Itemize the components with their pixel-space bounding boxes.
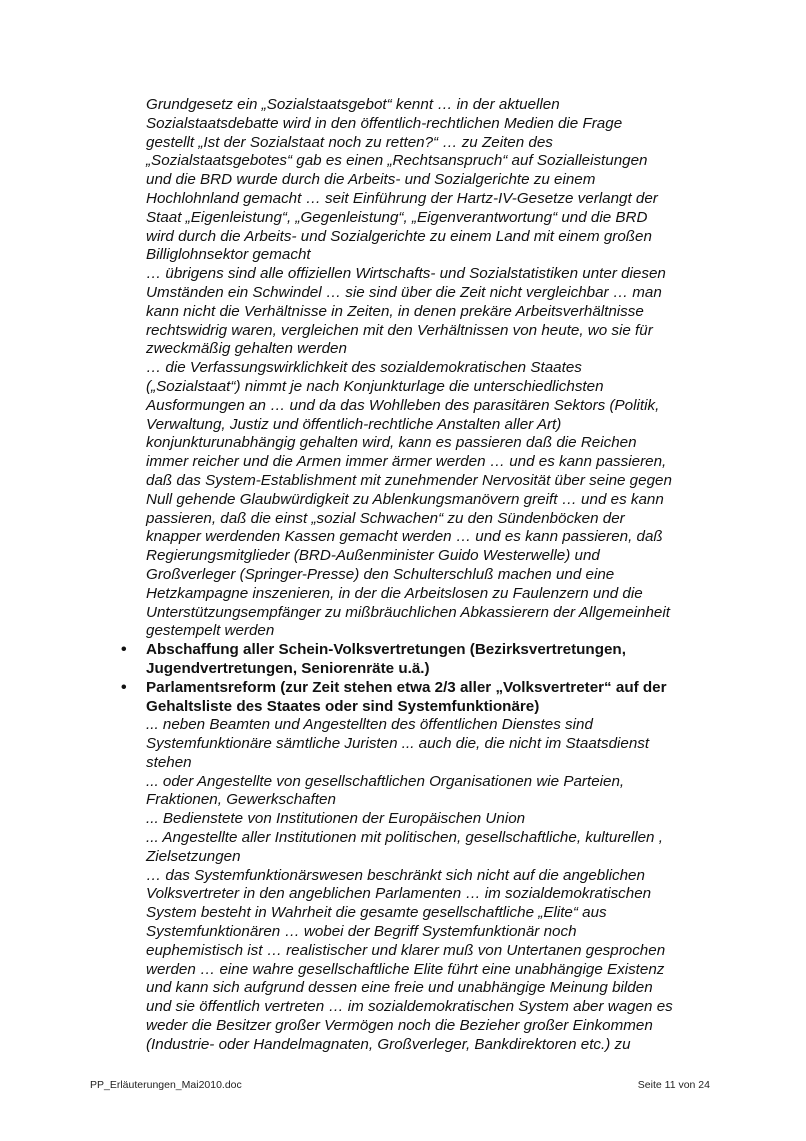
- text-line: gestempelt werden: [146, 622, 275, 640]
- text-line: Billiglohnsektor gemacht: [146, 246, 311, 264]
- text-line: („Sozialstaat“) nimmt je nach Konjunkturlage die unterschiedlichsten: [146, 377, 604, 395]
- text-line: … übrigens sind alle offiziellen Wirtschafts- und Sozialstatistiken unter diesen: [146, 265, 666, 283]
- paragraph-verfassungswirklichkeit: [146, 359, 726, 641]
- text-line: ... Angestellte aller Institutionen mit politischen, gesellschaftliche, kulturellen ,: [146, 829, 663, 847]
- text-line: Gehaltsliste des Staates oder sind Systemfunktionäre): [146, 697, 540, 715]
- text-line: Abschaffung aller Schein-Volksvertretungen (Bezirksvertretungen,: [146, 641, 626, 659]
- bullet-icon: •: [121, 641, 127, 659]
- text-line: werden … eine wahre gesellschaftliche Elite führt eine unabhängige Existenz: [146, 960, 665, 978]
- text-line: Hochlohnland gemacht … seit Einführung der Hartz-IV-Gesetze verlangt der: [146, 189, 658, 207]
- text-line: stehen: [146, 753, 192, 771]
- bullet-item-parlamentsreform: [121, 678, 726, 717]
- text-line: ... neben Beamten und Angestellten des öffentlichen Dienstes sind: [146, 716, 593, 734]
- bullet-item-schein-volksvertretungen: [121, 641, 726, 679]
- text-line: Regierungsmitglieder (BRD-Außenminister Guido Westerwelle) und: [146, 547, 600, 565]
- text-line: und die BRD wurde durch die Arbeits- und Sozialgerichte zu einem: [146, 171, 596, 189]
- text-line: Null gehende Glaubwürdigkeit zu Ablenkungsmanövern greift … und es kann: [146, 490, 664, 508]
- text-line: Hetzkampagne inszenieren, in der die Arbeitslosen zu Faulenzern und die: [146, 584, 643, 602]
- text-line: ... oder Angestellte von gesellschaftlichen Organisationen wie Parteien,: [146, 772, 625, 790]
- paragraph-statistiken: [146, 265, 726, 359]
- text-line: konjunkturunabhängig gehalten wird, kann es passieren daß die Reichen: [146, 434, 637, 452]
- text-line: Sozialstaatsdebatte wird in den öffentlich-rechtlichen Medien die Frage: [146, 114, 623, 132]
- text-line: Ausformungen an … und da das Wohlleben des parasitären Sektors (Politik,: [146, 396, 660, 414]
- text-line: gestellt „Ist der Sozialstaat noch zu retten?“ … zu Zeiten des: [146, 133, 553, 151]
- text-line: euphemistisch ist … realistischer und klarer muß von Untertanen gesprochen: [146, 941, 666, 959]
- text-line: und sie öffentlich vertreten … im sozialdemokratischen System aber wagen es: [146, 998, 673, 1016]
- text-line: Jugendvertretungen, Seniorenräte u.ä.): [146, 659, 430, 677]
- text-line: Zielsetzungen: [146, 847, 241, 865]
- text-line: … das Systemfunktionärswesen beschränkt sich nicht auf die angeblichen: [146, 866, 645, 884]
- footer-page-number: Seite 11 von 24: [637, 1079, 710, 1091]
- bullet-icon: •: [121, 678, 127, 696]
- text-line: Verwaltung, Justiz und öffentlich-rechtliche Anstalten aller Art): [146, 415, 562, 433]
- text-line: Großverleger (Springer-Presse) den Schulterschluß machen und eine: [146, 565, 615, 583]
- text-line: … die Verfassungswirklichkeit des sozialdemokratischen Staates: [146, 359, 582, 377]
- text-line: Volksvertreter in den angeblichen Parlamenten … im sozialdemokratischen: [146, 885, 652, 903]
- text-line: kann nicht die Verhältnisse in Zeiten, in denen prekäre Arbeitsverhältnisse: [146, 302, 644, 320]
- text-line: System besteht in Wahrheit die gesamte gesellschaftliche „Elite“ aus: [146, 904, 607, 922]
- text-line: knapper werdenden Kassen gemacht werden … und es kann passieren, daß: [146, 528, 663, 546]
- text-line: Systemfunktionären … wobei der Begriff Systemfunktionär noch: [146, 923, 577, 941]
- text-line: zweckmäßig gehalten werden: [146, 340, 347, 358]
- text-line: „Sozialstaatsgebotes“ gab es einen „Rechtsanspruch“ auf Sozialleistungen: [146, 152, 648, 170]
- text-line: rechtswidrig waren, vergleichen mit den Verhältnissen von heute, wo sie für: [146, 321, 653, 339]
- text-line: Unterstützungsempfänger zu mißbräuchlichen Abkassierern der Allgemeinheit: [146, 603, 670, 621]
- text-line: und kann sich aufgrund dessen eine freie und unabhängige Meinung bilden: [146, 979, 653, 997]
- text-line: passieren, daß die einst „sozial Schwachen“ zu den Sündenböcken der: [146, 509, 625, 527]
- text-line: Fraktionen, Gewerkschaften: [146, 791, 336, 809]
- text-line: immer reicher und die Armen immer ärmer werden … und es kann passieren,: [146, 453, 667, 471]
- text-line: ... Bedienstete von Institutionen der Europäischen Union: [146, 810, 526, 828]
- text-line: (Industrie- oder Handelmagnaten, Großverleger, Bankdirektoren etc.) zu: [146, 1035, 631, 1053]
- text-line: Parlamentsreform (zur Zeit stehen etwa 2/3 aller „Volksvertreter“ auf der: [146, 678, 667, 696]
- text-line: Staat „Eigenleistung“, „Gegenleistung“, „Eigenverantwortung“ und die BRD: [146, 208, 648, 226]
- text-line: Systemfunktionäre sämtliche Juristen ... auch die, die nicht im Staatsdienst: [146, 735, 650, 753]
- text-line: weder die Besitzer großer Vermögen noch die Bezieher großer Einkommen: [146, 1017, 653, 1035]
- text-line: Grundgesetz ein „Sozialstaatsgebot“ kennt … in der aktuellen: [146, 96, 560, 113]
- paragraph-systemfunktionaere: [146, 716, 726, 1054]
- text-line: wird durch die Arbeits- und Sozialgerichte zu einem Land mit einem großen: [146, 227, 652, 245]
- paragraph-sozialstaatsgebot: [146, 96, 726, 265]
- text-line: Umständen ein Schwindel … sie sind über die Zeit nicht vergleichbar … man: [146, 283, 662, 301]
- body-text: [121, 96, 726, 1055]
- footer-filename: PP_Erläuterungen_Mai2010.doc: [90, 1079, 242, 1091]
- text-line: daß das System-Establishment mit zunehmender Nervosität über seine gegen: [146, 471, 672, 489]
